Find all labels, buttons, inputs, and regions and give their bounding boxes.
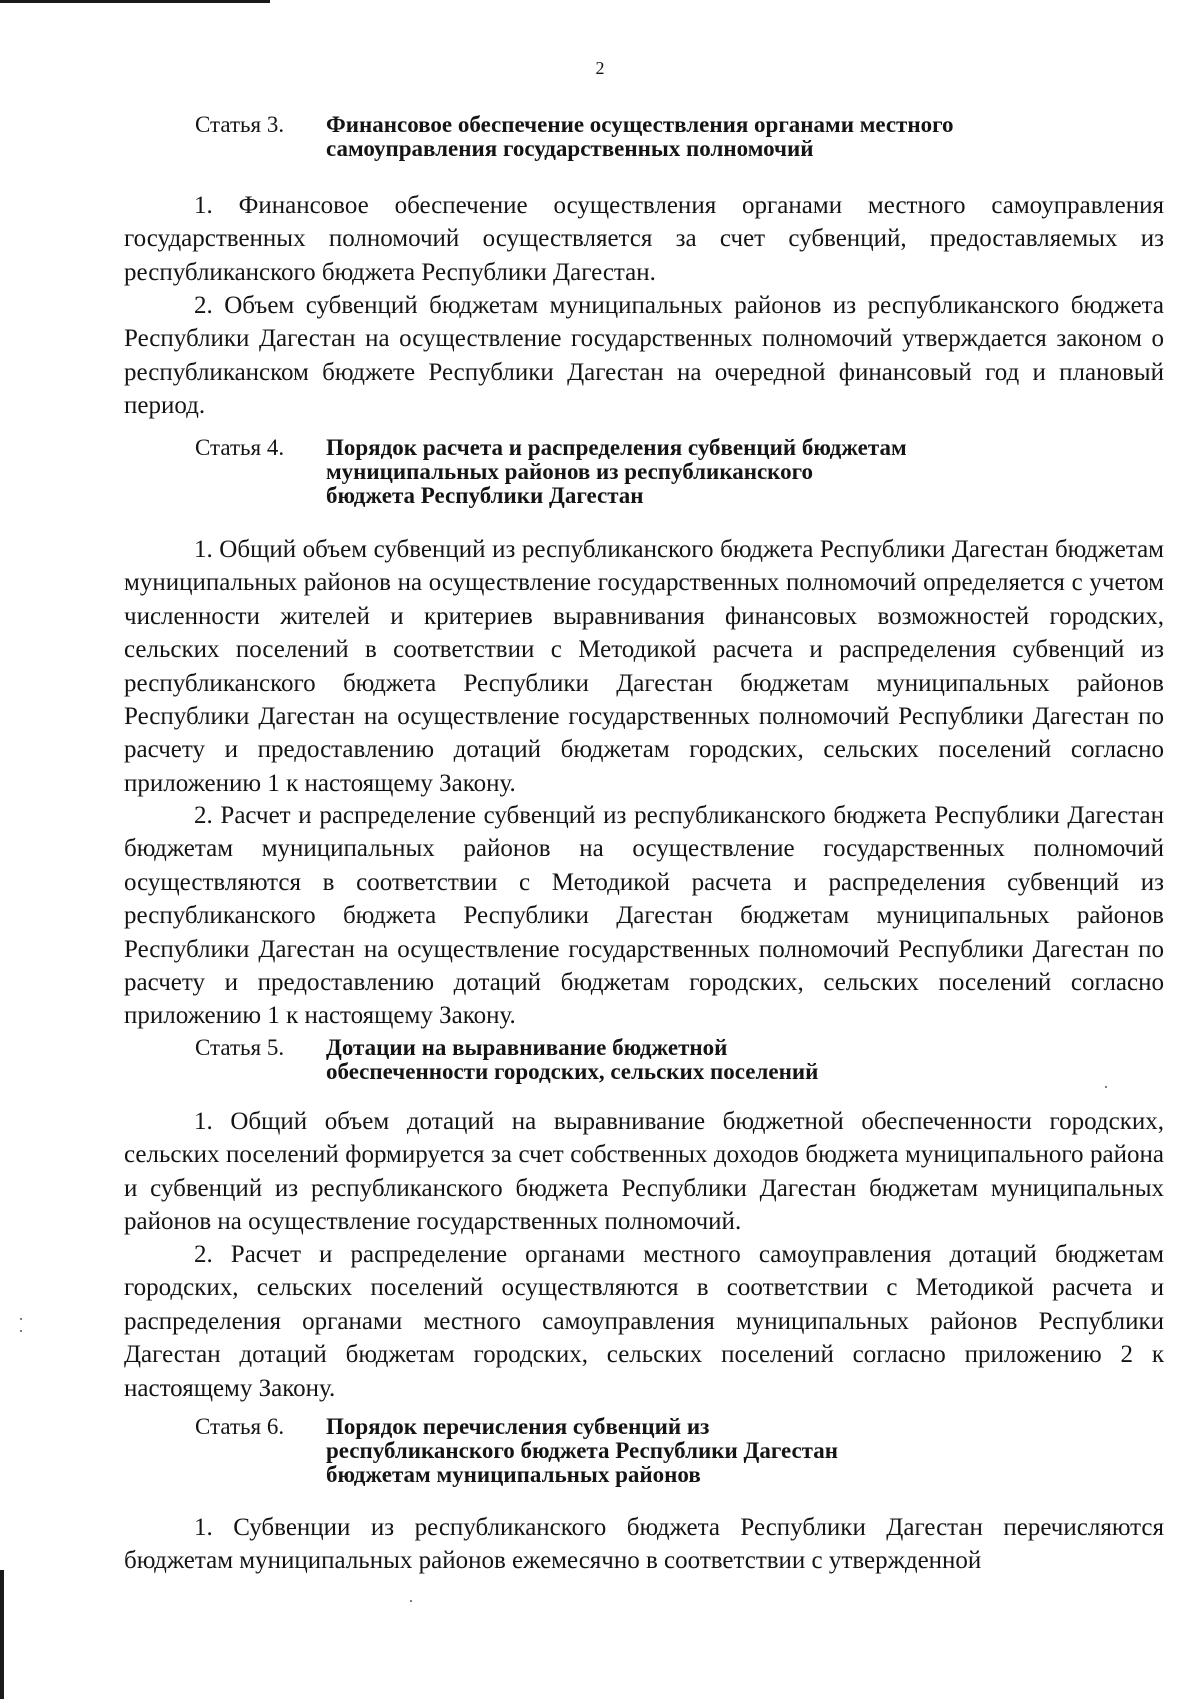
page-number: 2	[595, 58, 605, 78]
article-4-paragraph-2: 2. Расчет и распределение субвенций из республиканского бюджета Республики Дагестан бюджетам муниципальных районов на осуществление государственных полномочий осуществляются в соответствии с Методикой расчета и распределения субвенций из республиканского бюджета Республики Дагестан бюджетам муниципальных районов Республики Дагестан на осуществление государственных полномочий Республики Дагестан по расчету и предоставлению дотаций бюджетам городских, сельских поселений согласно приложению 1 к настоящему Закону.	[124, 802, 1164, 1030]
scan-speck	[20, 1330, 22, 1332]
scan-speck	[410, 1600, 412, 1602]
article-3-heading	[195, 113, 1155, 161]
article-6-paragraph-1: 1. Субвенции из республиканского бюджета Республики Дагестан перечисляются бюджетам муниципальных районов ежемесячно в соответствии с утвержденной	[124, 1514, 1164, 1575]
article-3-title: Финансовое обеспечение осуществления органами местного самоуправления государственных полномочий	[326, 112, 954, 161]
article-3-paragraph-1: 1. Финансовое обеспечение осуществления органами местного самоуправления государственных полномочий осуществляется за счет субвенций, предоставляемых из республиканского бюджета Республики Дагестан.	[124, 192, 1164, 286]
article-6-title: Порядок перечисления субвенций из республиканского бюджета Республики Дагестан бюджетам муниципальных районов	[326, 1414, 838, 1487]
article-6-label: Статья 6.	[195, 1414, 285, 1439]
article-4-title: Порядок расчета и распределения субвенций бюджетам муниципальных районов из республиканского бюджета Республики Дагестан	[326, 435, 907, 508]
article-5-label: Статья 5.	[195, 1035, 285, 1060]
article-5-paragraph-1: 1. Общий объем дотаций на выравнивание бюджетной обеспеченности городских, сельских поселений формируется за счет собственных доходов бюджета муниципального района и субвенций из республиканского бюджета Республики Дагестан бюджетам муниципальных районов на осуществление государственных полномочий.	[124, 1108, 1164, 1236]
article-5-title: Дотации на выравнивание бюджетной обеспеченности городских, сельских поселений	[326, 1035, 819, 1084]
scan-edge-left	[0, 1570, 4, 1699]
scan-speck	[20, 1318, 22, 1320]
article-3-paragraph-2: 2. Объем субвенций бюджетам муниципальных районов из республиканского бюджета Республики Дагестан на осуществление государственных полномочий утверждается законом о республиканском бюджете Республики Дагестан на очередной финансовый год и плановый период.	[124, 292, 1164, 420]
article-4-paragraph-1: 1. Общий объем субвенций из республиканского бюджета Республики Дагестан бюджетам муниципальных районов на осуществление государственных полномочий определяется с учетом численности жителей и критериев выравнивания финансовых возможностей городских, сельских поселений в соответствии с Методикой расчета и распределения субвенций из республиканского бюджета Республики Дагестан бюджетам муниципальных районов Республики Дагестан на осуществление государственных полномочий Республики Дагестан по расчету и предоставлению дотаций бюджетам городских, сельских поселений согласно приложению 1 к настоящему Закону.	[124, 536, 1164, 797]
article-4-label: Статья 4.	[195, 435, 285, 460]
article-4-heading	[195, 436, 1155, 508]
scan-edge-top	[0, 0, 270, 3]
article-6-heading	[195, 1415, 1155, 1487]
article-3-label: Статья 3.	[195, 112, 285, 137]
article-5-paragraph-2: 2. Расчет и распределение органами местного самоуправления дотаций бюджетам городских, сельских поселений осуществляются в соответствии с Методикой расчета и распределения органами местного самоуправления муниципальных районов Республики Дагестан дотаций бюджетам городских, сельских поселений согласно приложению 2 к настоящему Закону.	[124, 1241, 1164, 1402]
scan-speck	[1105, 1086, 1107, 1088]
article-5-heading	[195, 1036, 1155, 1084]
